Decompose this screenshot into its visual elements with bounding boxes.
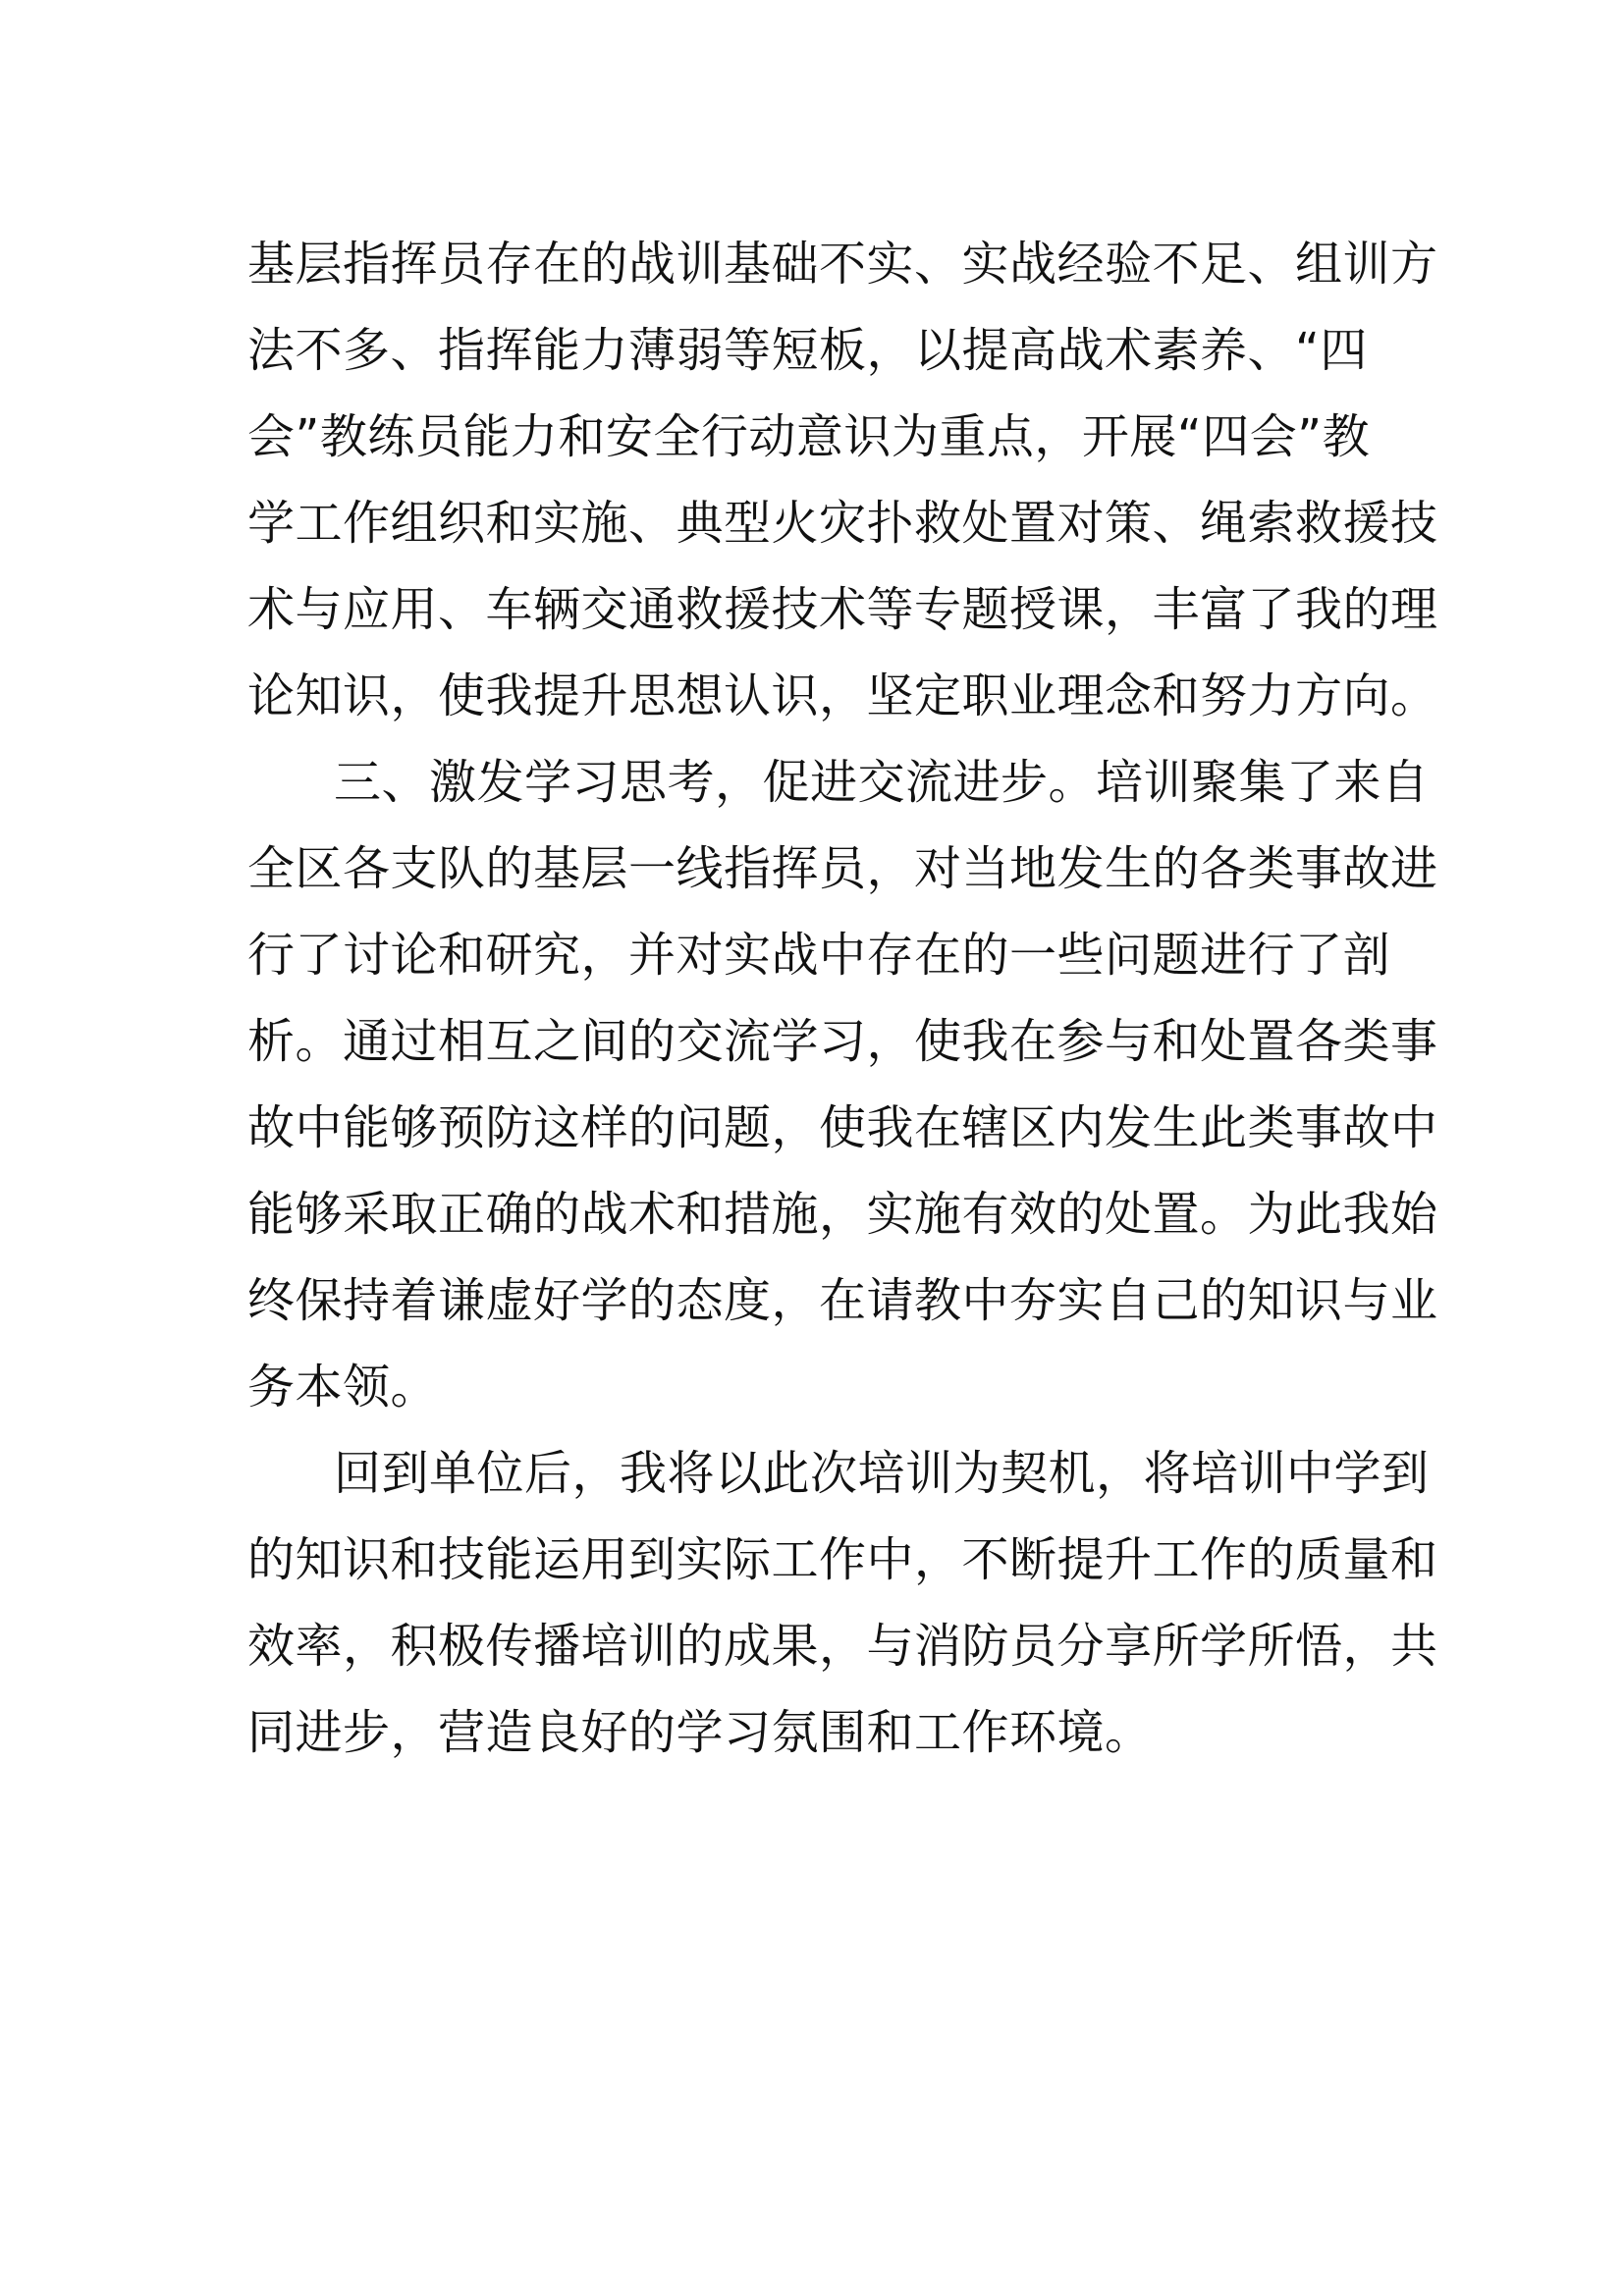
text-line: 终保持着谦虚好学的态度，在请教中夯实自己的知识与业 [247,1273,1438,1328]
text-line: 回到单位后，我将以此次培训为契机，将培训中学到 [334,1446,1430,1501]
text-line: 故中能够预防这样的问题，使我在辖区内发生此类事故中 [247,1100,1438,1155]
text-line: 术与应用、车辆交通救援技术等专题授课，丰富了我的理 [247,582,1438,637]
text-line: 论知识，使我提升思想认识，坚定职业理念和努力方向。 [247,668,1438,723]
text-line: 全区各支队的基层一线指挥员，对当地发生的各类事故进 [247,841,1438,896]
document-body [247,221,1438,1776]
text-line: 务本领。 [247,1360,439,1415]
text-line: 同进步，营造良好的学习氛围和工作环境。 [247,1705,1153,1760]
paragraph-continued [247,221,1438,739]
text-line: 能够采取正确的战术和措施，实施有效的处置。为此我始 [247,1187,1438,1242]
text-line: 析。通过相互之间的交流学习，使我在参与和处置各类事 [247,1014,1438,1069]
text-line: 学工作组织和实施、典型火灾扑救处置对策、绳索救援技 [247,496,1438,551]
text-line: 会”教练员能力和安全行动意识为重点，开展“四会”教 [247,409,1371,464]
text-line: 效率，积极传播培训的成果，与消防员分享所学所悟，共 [247,1619,1438,1674]
text-line: 法不多、指挥能力薄弱等短板，以提高战术素养、“四 [247,323,1368,378]
text-line: 三、激发学习思考，促进交流进步。培训聚集了来自 [334,755,1430,810]
text-line: 基层指挥员存在的战训基础不实、实战经验不足、组训方 [247,237,1438,292]
paragraph-section-three [247,739,1438,1430]
text-line: 的知识和技能运用到实际工作中，不断提升工作的质量和 [247,1532,1438,1587]
paragraph-conclusion [247,1430,1438,1776]
text-line: 行了讨论和研究，并对实战中存在的一些问题进行了剖 [247,928,1391,983]
